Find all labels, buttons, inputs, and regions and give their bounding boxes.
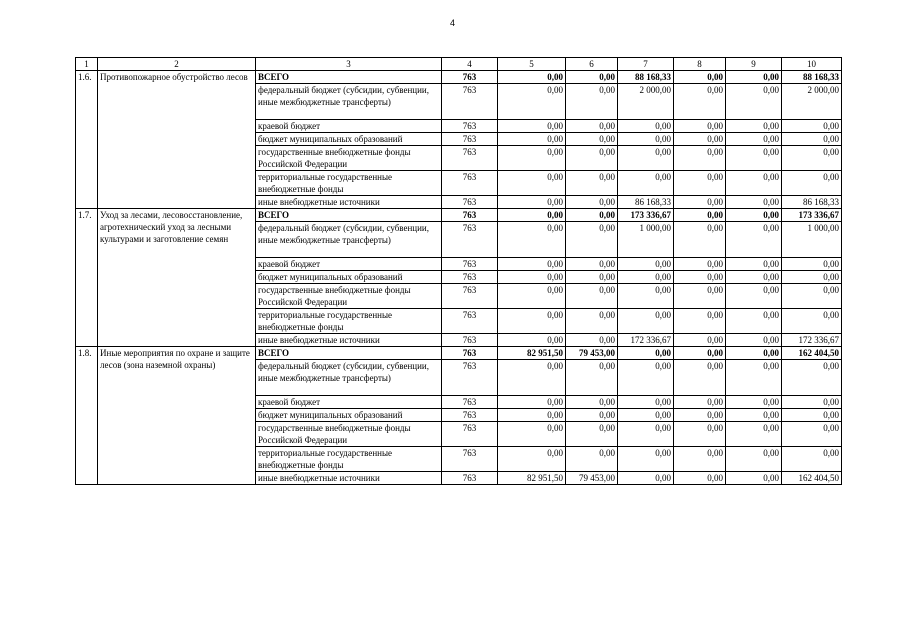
year-value: 0,00	[726, 84, 782, 120]
year-value: 0,00	[674, 258, 726, 271]
year-value: 0,00	[726, 284, 782, 309]
budget-code: 763	[442, 409, 498, 422]
funding-source: ВСЕГО	[256, 347, 442, 360]
year-value: 0,00	[498, 334, 566, 347]
year-value: 0,00	[726, 422, 782, 447]
total-value: 0,00	[782, 271, 842, 284]
total-value: 0,00	[782, 409, 842, 422]
year-value: 0,00	[674, 120, 726, 133]
section-index: 1.6.	[76, 71, 98, 209]
year-value: 0,00	[566, 196, 618, 209]
year-value: 86 168,33	[618, 196, 674, 209]
year-value: 0,00	[726, 209, 782, 222]
funding-source: государственные внебюджетные фонды Российской Федерации	[256, 146, 442, 171]
col-header: 10	[782, 58, 842, 71]
year-value: 0,00	[498, 120, 566, 133]
year-value: 1 000,00	[618, 222, 674, 258]
year-value: 0,00	[498, 284, 566, 309]
funding-source: краевой бюджет	[256, 120, 442, 133]
budget-code: 763	[442, 347, 498, 360]
year-value: 0,00	[566, 360, 618, 396]
section-index: 1.8.	[76, 347, 98, 485]
year-value: 0,00	[674, 222, 726, 258]
section-total-row	[76, 209, 842, 222]
funding-source: государственные внебюджетные фонды Российской Федерации	[256, 422, 442, 447]
funding-source: ВСЕГО	[256, 209, 442, 222]
year-value: 79 453,00	[566, 472, 618, 485]
budget-code: 763	[442, 196, 498, 209]
budget-code: 763	[442, 284, 498, 309]
year-value: 0,00	[566, 271, 618, 284]
year-value: 0,00	[498, 309, 566, 334]
funding-source: бюджет муниципальных образований	[256, 409, 442, 422]
year-value: 0,00	[618, 472, 674, 485]
section-name: Уход за лесами, лесовосстановление, агротехнический уход за лесными культурами и заготовление семян	[98, 209, 256, 347]
funding-source: иные внебюджетные источники	[256, 472, 442, 485]
year-value: 0,00	[674, 196, 726, 209]
total-value: 0,00	[782, 133, 842, 146]
budget-code: 763	[442, 447, 498, 472]
funding-source: территориальные государственные внебюджетные фонды	[256, 171, 442, 196]
year-value: 0,00	[674, 422, 726, 447]
year-value: 0,00	[674, 133, 726, 146]
year-value: 79 453,00	[566, 347, 618, 360]
year-value: 0,00	[674, 396, 726, 409]
budget-code: 763	[442, 422, 498, 447]
year-value: 0,00	[498, 271, 566, 284]
funding-source: бюджет муниципальных образований	[256, 133, 442, 146]
year-value: 0,00	[498, 258, 566, 271]
total-value: 172 336,67	[782, 334, 842, 347]
year-value: 0,00	[674, 409, 726, 422]
budget-code: 763	[442, 258, 498, 271]
year-value: 0,00	[498, 222, 566, 258]
budget-code: 763	[442, 396, 498, 409]
funding-source: краевой бюджет	[256, 258, 442, 271]
year-value: 0,00	[726, 334, 782, 347]
year-value: 0,00	[566, 133, 618, 146]
year-value: 0,00	[618, 120, 674, 133]
total-value: 173 336,67	[782, 209, 842, 222]
total-value: 86 168,33	[782, 196, 842, 209]
funding-source: государственные внебюджетные фонды Российской Федерации	[256, 284, 442, 309]
year-value: 0,00	[674, 472, 726, 485]
year-value: 0,00	[726, 120, 782, 133]
budget-code: 763	[442, 120, 498, 133]
col-header: 7	[618, 58, 674, 71]
year-value: 0,00	[566, 396, 618, 409]
year-value: 0,00	[726, 360, 782, 396]
budget-code: 763	[442, 133, 498, 146]
year-value: 0,00	[674, 146, 726, 171]
year-value: 88 168,33	[618, 71, 674, 84]
budget-code: 763	[442, 309, 498, 334]
year-value: 0,00	[618, 171, 674, 196]
year-value: 0,00	[498, 409, 566, 422]
year-value: 0,00	[498, 71, 566, 84]
year-value: 82 951,50	[498, 472, 566, 485]
year-value: 0,00	[674, 71, 726, 84]
year-value: 173 336,67	[618, 209, 674, 222]
year-value: 0,00	[618, 258, 674, 271]
year-value: 0,00	[674, 347, 726, 360]
budget-code: 763	[442, 146, 498, 171]
year-value: 0,00	[618, 422, 674, 447]
year-value: 2 000,00	[618, 84, 674, 120]
year-value: 0,00	[566, 447, 618, 472]
year-value: 0,00	[498, 133, 566, 146]
year-value: 0,00	[726, 171, 782, 196]
col-header: 8	[674, 58, 726, 71]
funding-source: иные внебюджетные источники	[256, 196, 442, 209]
section-total-row	[76, 71, 842, 84]
funding-source: федеральный бюджет (субсидии, субвенции, иные межбюджетные трансферты)	[256, 84, 442, 120]
year-value: 0,00	[674, 309, 726, 334]
budget-table	[75, 57, 842, 485]
budget-code: 763	[442, 472, 498, 485]
year-value: 0,00	[726, 146, 782, 171]
total-value: 0,00	[782, 447, 842, 472]
year-value: 0,00	[566, 209, 618, 222]
year-value: 0,00	[726, 133, 782, 146]
funding-source: территориальные государственные внебюджетные фонды	[256, 447, 442, 472]
year-value: 0,00	[498, 171, 566, 196]
year-value: 0,00	[618, 409, 674, 422]
year-value: 0,00	[618, 396, 674, 409]
budget-code: 763	[442, 84, 498, 120]
total-value: 0,00	[782, 120, 842, 133]
section-name: Противопожарное обустройство лесов	[98, 71, 256, 209]
year-value: 0,00	[498, 360, 566, 396]
year-value: 0,00	[566, 409, 618, 422]
year-value: 0,00	[498, 396, 566, 409]
header-row	[76, 58, 842, 71]
funding-source: федеральный бюджет (субсидии, субвенции, иные межбюджетные трансферты)	[256, 360, 442, 396]
year-value: 0,00	[618, 347, 674, 360]
year-value: 0,00	[618, 133, 674, 146]
year-value: 0,00	[498, 146, 566, 171]
total-value: 162 404,50	[782, 347, 842, 360]
year-value: 0,00	[726, 447, 782, 472]
year-value: 0,00	[566, 84, 618, 120]
year-value: 0,00	[498, 196, 566, 209]
total-value: 2 000,00	[782, 84, 842, 120]
funding-source: бюджет муниципальных образований	[256, 271, 442, 284]
year-value: 0,00	[566, 422, 618, 447]
col-header: 2	[98, 58, 256, 71]
year-value: 0,00	[618, 146, 674, 171]
year-value: 0,00	[726, 196, 782, 209]
year-value: 0,00	[618, 447, 674, 472]
total-value: 1 000,00	[782, 222, 842, 258]
year-value: 0,00	[498, 422, 566, 447]
year-value: 0,00	[726, 222, 782, 258]
total-value: 162 404,50	[782, 472, 842, 485]
year-value: 0,00	[726, 347, 782, 360]
funding-source: федеральный бюджет (субсидии, субвенции, иные межбюджетные трансферты)	[256, 222, 442, 258]
budget-code: 763	[442, 171, 498, 196]
year-value: 0,00	[674, 360, 726, 396]
funding-source: территориальные государственные внебюджетные фонды	[256, 309, 442, 334]
year-value: 0,00	[674, 334, 726, 347]
total-value: 0,00	[782, 396, 842, 409]
year-value: 0,00	[726, 409, 782, 422]
year-value: 0,00	[618, 271, 674, 284]
year-value: 0,00	[674, 447, 726, 472]
year-value: 0,00	[674, 284, 726, 309]
year-value: 0,00	[498, 209, 566, 222]
year-value: 0,00	[566, 71, 618, 84]
year-value: 0,00	[726, 258, 782, 271]
budget-code: 763	[442, 209, 498, 222]
year-value: 0,00	[566, 146, 618, 171]
year-value: 172 336,67	[618, 334, 674, 347]
year-value: 0,00	[566, 309, 618, 334]
budget-code: 763	[442, 334, 498, 347]
section-name: Иные мероприятия по охране и защите лесов (зона наземной охраны)	[98, 347, 256, 485]
col-header: 6	[566, 58, 618, 71]
total-value: 0,00	[782, 258, 842, 271]
year-value: 0,00	[566, 120, 618, 133]
funding-source: краевой бюджет	[256, 396, 442, 409]
year-value: 0,00	[674, 209, 726, 222]
section-total-row	[76, 347, 842, 360]
year-value: 0,00	[726, 309, 782, 334]
year-value: 0,00	[726, 472, 782, 485]
year-value: 0,00	[566, 222, 618, 258]
funding-source: ВСЕГО	[256, 71, 442, 84]
section-index: 1.7.	[76, 209, 98, 347]
year-value: 0,00	[618, 284, 674, 309]
year-value: 0,00	[566, 284, 618, 309]
year-value: 82 951,50	[498, 347, 566, 360]
total-value: 0,00	[782, 360, 842, 396]
year-value: 0,00	[726, 71, 782, 84]
year-value: 0,00	[726, 396, 782, 409]
year-value: 0,00	[726, 271, 782, 284]
year-value: 0,00	[498, 84, 566, 120]
year-value: 0,00	[618, 309, 674, 334]
year-value: 0,00	[566, 334, 618, 347]
year-value: 0,00	[498, 447, 566, 472]
budget-code: 763	[442, 71, 498, 84]
col-header: 9	[726, 58, 782, 71]
total-value: 88 168,33	[782, 71, 842, 84]
budget-code: 763	[442, 360, 498, 396]
year-value: 0,00	[674, 271, 726, 284]
year-value: 0,00	[674, 171, 726, 196]
year-value: 0,00	[618, 360, 674, 396]
page-number: 4	[449, 18, 455, 28]
year-value: 0,00	[566, 258, 618, 271]
col-header: 4	[442, 58, 498, 71]
total-value: 0,00	[782, 309, 842, 334]
funding-source: иные внебюджетные источники	[256, 334, 442, 347]
year-value: 0,00	[674, 84, 726, 120]
total-value: 0,00	[782, 422, 842, 447]
total-value: 0,00	[782, 171, 842, 196]
budget-code: 763	[442, 271, 498, 284]
col-header: 1	[76, 58, 98, 71]
total-value: 0,00	[782, 284, 842, 309]
total-value: 0,00	[782, 146, 842, 171]
budget-code: 763	[442, 222, 498, 258]
year-value: 0,00	[566, 171, 618, 196]
col-header: 3	[256, 58, 442, 71]
col-header: 5	[498, 58, 566, 71]
